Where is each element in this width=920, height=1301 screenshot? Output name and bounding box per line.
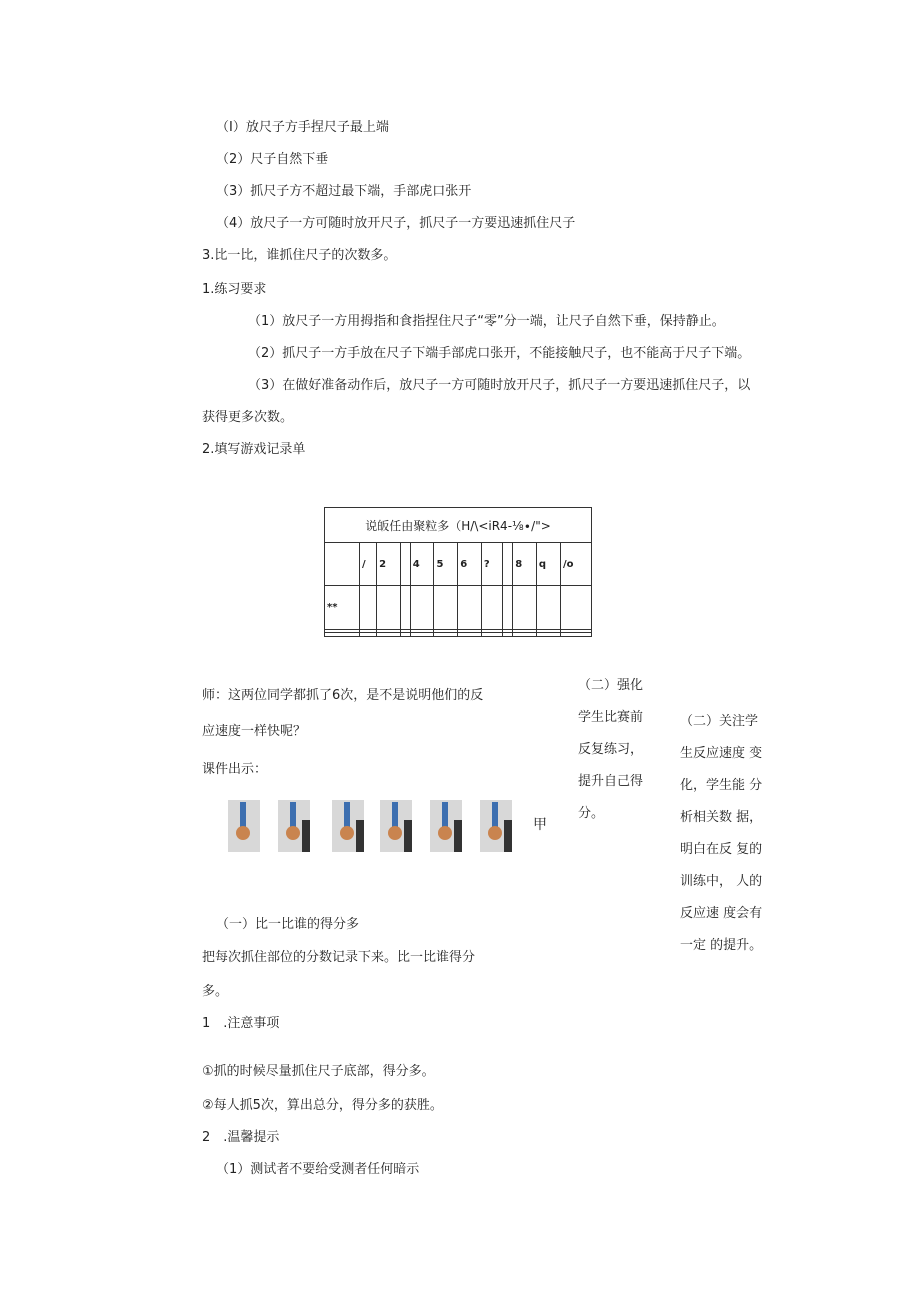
ruler-photo	[278, 800, 310, 852]
notes-title: 1 .注意事项	[202, 1016, 280, 1031]
note-1: ①抓的时候尽量抓住尺子底部，得分多。	[202, 1064, 435, 1079]
mid-col-line: （二）强化	[578, 678, 644, 693]
header-cell: 4	[410, 543, 434, 586]
table-row	[325, 633, 592, 637]
table-header-row	[325, 543, 592, 586]
fill-title: 2.填写游戏记录单	[202, 442, 306, 457]
right-col-line: 化，学生能 分	[680, 778, 763, 793]
step-4: （4）放尺子一方可随时放开尺子，抓尺子一方要迅速抓住尺子	[216, 216, 576, 231]
table-cell	[536, 633, 560, 637]
right-col-line: 一定 的提升。	[680, 938, 763, 953]
table-cell	[434, 633, 458, 637]
table-cell	[410, 633, 434, 637]
step-3: （3）抓尺子方不超过最下端，手部虎口张开	[216, 184, 472, 199]
game-record-table	[324, 507, 592, 637]
table-cell	[503, 586, 513, 629]
header-cell: ?	[481, 543, 502, 586]
table-cell	[360, 586, 377, 629]
record-line-1: 把每次抓住部位的分数记录下来。比一比谁得分	[202, 950, 476, 965]
header-cell: 5	[434, 543, 458, 586]
note-2: ②每人抓5次，算出总分，得分多的获胜。	[202, 1098, 443, 1113]
header-cell: 6	[458, 543, 482, 586]
ruler-photo	[380, 800, 412, 852]
tip-1: （1）测试者不要给受测者任何暗示	[216, 1162, 420, 1177]
ruler-photo	[228, 800, 260, 852]
table-cell	[458, 633, 482, 637]
table-cell	[513, 586, 537, 629]
section-one-title: （一）比一比谁的得分多	[216, 917, 360, 932]
teacher-line-1: 师：这两位同学都抓了6次，是不是说明他们的反	[202, 688, 484, 703]
header-cell	[503, 543, 513, 586]
table-row	[325, 586, 592, 629]
right-col-line: 明白在反 复的	[680, 842, 763, 857]
header-cell: 2	[377, 543, 401, 586]
table-cell	[481, 633, 502, 637]
right-col-line: 析相关数 据，	[680, 810, 763, 825]
practice-item-3-cont: 获得更多次数。	[202, 410, 294, 425]
header-cell: /	[360, 543, 377, 586]
table-cell	[513, 633, 537, 637]
row-label-cell: **	[325, 586, 360, 629]
header-cell	[325, 543, 360, 586]
table-cell	[410, 586, 434, 629]
record-line-2: 多。	[202, 984, 229, 999]
practice-item-1: （1）放尺子一方用拇指和食指捏住尺子“零”分一端，让尺子自然下垂，保持静止。	[248, 314, 725, 329]
tips-title: 2 .温馨提示	[202, 1130, 280, 1145]
ruler-photo	[480, 800, 512, 852]
header-cell	[400, 543, 410, 586]
header-cell: 8	[513, 543, 537, 586]
compare-title: 3.比一比，谁抓住尺子的次数多。	[202, 248, 397, 263]
table-cell	[377, 586, 401, 629]
table-cell	[458, 586, 482, 629]
table-cell	[400, 586, 410, 629]
right-col-line: （二）关注学	[680, 714, 759, 729]
right-col-line: 生反应速度 变	[680, 746, 763, 761]
teacher-line-2: 应速度一样快呢？	[202, 724, 307, 739]
table-cell	[481, 586, 502, 629]
header-cell: /o	[561, 543, 592, 586]
table-title: 说皈任由聚粒多（H/\<iR4-⅛∙/">	[325, 508, 592, 543]
mid-col-line: 分。	[578, 806, 605, 821]
step-2: （2）尺子自然下垂	[216, 152, 329, 167]
ruler-photo	[332, 800, 364, 852]
table-cell	[360, 633, 377, 637]
table-cell	[434, 586, 458, 629]
courseware-label: 课件出示：	[202, 762, 268, 777]
table-cell	[400, 633, 410, 637]
table-cell	[377, 633, 401, 637]
mid-col-line: 提升自己得	[578, 774, 644, 789]
table-cell	[325, 633, 360, 637]
practice-title: 1.练习要求	[202, 282, 267, 297]
photo-label: 甲	[533, 817, 547, 833]
table-cell	[561, 633, 592, 637]
mid-col-line: 学生比赛前	[578, 710, 644, 725]
practice-item-3: （3）在做好准备动作后，放尺子一方可随时放开尺子，抓尺子一方要迅速抓住尺子，以	[248, 378, 751, 393]
table-cell	[561, 586, 592, 629]
mid-col-line: 反复练习，	[578, 742, 644, 757]
table-cell	[536, 586, 560, 629]
table-cell	[503, 633, 513, 637]
right-col-line: 训练中， 人的	[680, 874, 763, 889]
practice-item-2: （2）抓尺子一方手放在尺子下端手部虎口张开，不能接触尺子，也不能高于尺子下端。	[248, 346, 751, 361]
ruler-photo	[430, 800, 462, 852]
header-cell: q	[536, 543, 560, 586]
right-col-line: 反应速 度会有	[680, 906, 763, 921]
step-1: （I）放尺子方手捏尺子最上端	[216, 120, 389, 135]
